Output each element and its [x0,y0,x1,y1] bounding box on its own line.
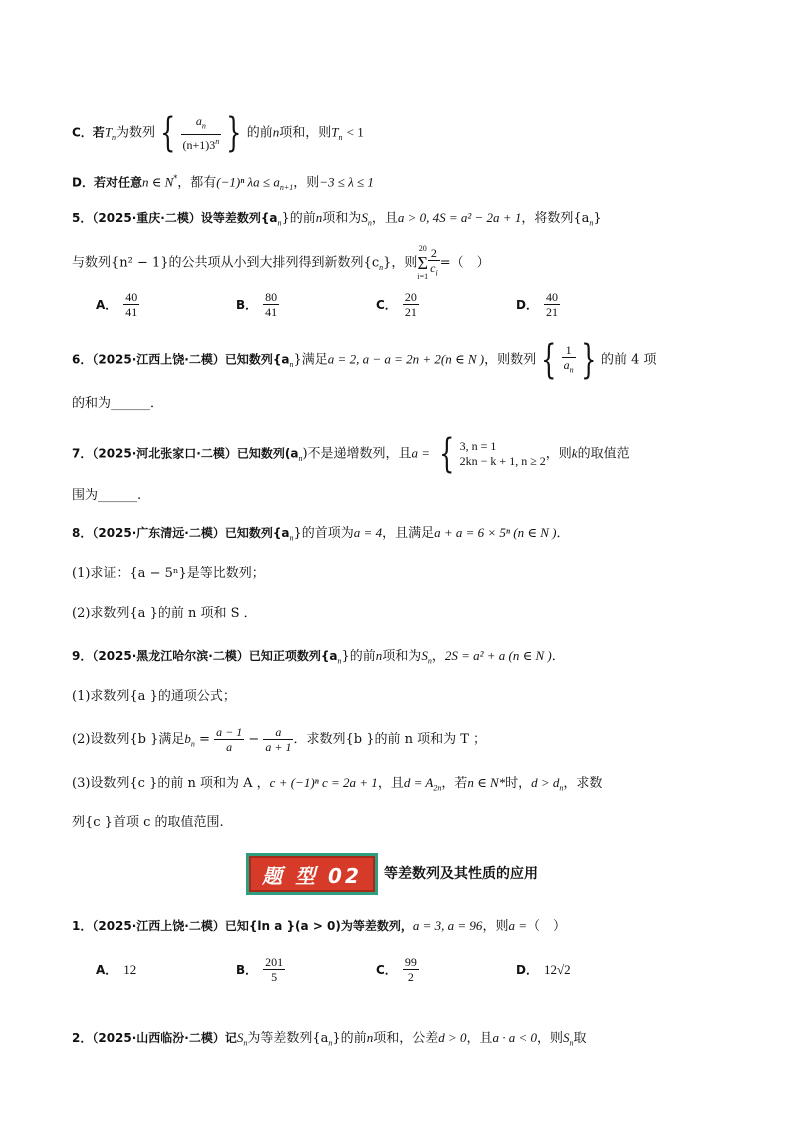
q9-line1: 9．（2025·黑龙江哈尔滨·二模）已知正项数列$\{a_n\}$的前n项和为$S_n$，2S = a² + a (n ∈ N )． [72,648,565,666]
q9-part3: (3)设数列{c }的前 n 项和为 A ，c + (−1)ⁿ c = 2a + 1，且$d = A_{2n}$，若n ∈ N*时，$d > d_n$，求数 [72,775,603,793]
s2q1-choice-d[interactable]: D． 12√2 [516,961,571,977]
summation: 20 Σ i=1 [417,244,429,281]
q8-part2: (2)求数列{a }的前 n 项和 S ． [72,606,257,621]
q9-part1: (1)求数列{a }的通项公式； [72,689,236,704]
q7-line2: 围为______. [72,488,142,503]
s2q1-line1: 1．（2025·江西上饶·二模）已知{ln a }(a > 0)为等差数列，a = 3, a = 96，则a =（ ） [72,918,566,934]
s2q1-choice-b[interactable]: B． $\frac{201}{5}$ [236,955,284,984]
q5-choices [96,290,656,319]
s2q1-choices [96,955,656,984]
q6-line2: 的和为______． [72,396,164,411]
q4-option-d: D．若对任意n ∈ N*，都有(−1)ⁿ $\lambda a \le a_{n+1}$，则−3 ≤ λ ≤ 1 [72,174,374,192]
q5-line1: 5．（2025·重庆·二模）设等差数列$\{a_n\}$的前n项和为$S_n$，且a > 0, 4S = a² − 2a + 1，将数列$\{a_n\}$ [72,210,602,228]
q7-line1: 7．（2025·河北张家口·二模）已知数列$(a_n)$不是递增数列，且a = { 3, n = 1 2kn − k + 1, n ≥ 2 ，则k的取值范 [72,431,630,477]
section-title: 等差数列及其性质的应用 [384,866,538,882]
section-badge: 题 型 02 [246,853,378,895]
q9-part3-line2: 列{c }首项 c 的取值范围. [72,815,224,830]
q9-part2: (2)设数列{b }满足$b_n$ = $\frac{a - 1}{a}$ − $\frac{a}{a + 1}$ ．求数列{b }的前 n 项和为 T ； [72,725,487,754]
q8-line1: 8．（2025·广东清远·二模）已知数列$\{a_n\}$的首项为a = 4，且满足a + a = 6 × 5ⁿ (n ∈ N )． [72,525,570,543]
q5-line2: 与数列{n² − 1}的公共项从小到大排列得到新数列$\{c_n\}$，则 20 Σ i=1 $\frac{2}{c_i}$ =（ ） [72,244,490,281]
s2q1-choice-a[interactable]: A． 12 [96,961,137,977]
q8-part1: (1)求证：{a − 5ⁿ}是等比数列； [72,566,265,581]
s2q1-choice-c[interactable]: C． $\frac{99}{2}$ [376,955,417,984]
q6-line1: 6．（2025·江西上饶·二模）已知数列$\{a_n\}$满足a = 2, a − a = 2n + 2(n ∈ N )，则数列 { $\frac{1}{a_n}$ } 的前 4 项 [72,337,657,383]
q4-option-c: C．若$T_n$为数列 { $\frac{a_n}{(n+1)3^n}$ } 的前n项和，则$T_n < 1$ [72,110,364,156]
q7-piecewise: 3, n = 1 2kn − k + 1, n ≥ 2 [459,439,546,468]
q4-c-fraction: $\frac{a_n}{(n+1)3^n}$ [182,114,220,152]
q5-choice-a[interactable]: A． $\frac{40}{41}$ [96,290,138,319]
s2q2-line1: 2．（2025·山西临汾·二模）记$S_n$为等差数列$\{a_n\}$的前n项和，公差d > 0，且a · a < 0，则$S_n$取 [72,1030,587,1048]
q5-choice-c[interactable]: C． $\frac{20}{21}$ [376,290,417,319]
q5-choice-b[interactable]: B． $\frac{80}{41}$ [236,290,278,319]
q5-choice-d[interactable]: D． $\frac{40}{21}$ [516,290,558,319]
